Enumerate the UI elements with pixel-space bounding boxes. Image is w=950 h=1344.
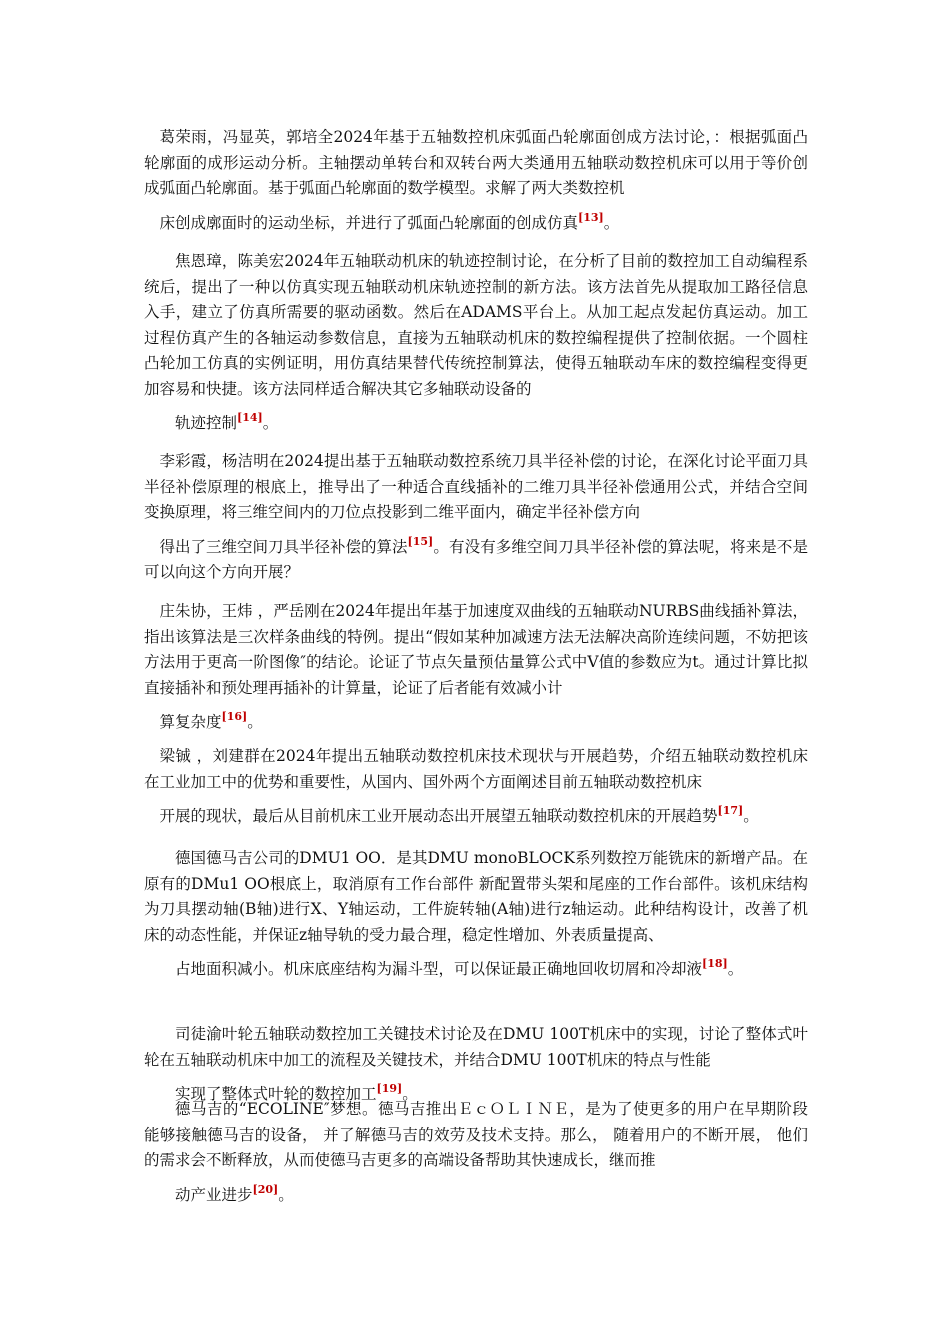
paragraph-ecoline — [144, 1097, 808, 1208]
citation-ref-19: [19] — [376, 1082, 403, 1095]
paragraph-last-line: 床创成廓面时的运动坐标，并进行了弧面凸轮廓面的创成仿真 — [159, 213, 579, 232]
paragraph-text: 司徒渝叶轮五轴联动数控加工关键技术讨论及在DMU 100T机床中的实现，讨论了整体式叶轮在五轴联动机床中加工的流程及关键技术，并结合DMU 100T机床的特点与性能 — [144, 1025, 808, 1069]
paragraph-tail: 。 — [262, 414, 279, 432]
paragraph-zhuang-zhuxie — [144, 599, 808, 736]
citation-ref-16: [16] — [221, 710, 248, 723]
paragraph-last-line: 实现了整体式叶轮的数控加工 — [175, 1085, 377, 1103]
paragraph-liang-cheng — [144, 744, 808, 830]
paragraph-last-line: 得出了三维空间刀具半径补偿的算法 — [159, 537, 408, 556]
citation-ref-15: [15] — [407, 534, 434, 548]
paragraph-li-caixia — [144, 449, 808, 586]
paragraph-tail: 。 — [278, 1185, 294, 1204]
paragraph-last-line: 轨迹控制 — [175, 414, 238, 432]
citation-ref-17: [17] — [717, 804, 744, 817]
paragraph-text: 葛荣雨，冯显英，郭培全2024年基于五轴数控机床弧面凸轮廓面创成方法讨论，：根据弧面凸轮廓面的成形运动分析。主轴摆动单转台和双转台两大类通用五轴联动数控机床可以用于等价创成弧面凸轮廓面。基于弧面凸轮廓面的数学模型。求解了两大类数控机 — [144, 128, 808, 197]
paragraph-tail: 。 — [402, 1085, 418, 1103]
paragraph-last-line: 占地面积减小。机床底座结构为漏斗型，可以保证最正确地回收切屑和冷却液 — [175, 960, 703, 978]
paragraph-text: 庄朱协，王炜 ，严岳刚在2024年提出年基于加速度双曲线的五轴联动NURBS曲线插补算法，指出该算法是三次样条曲线的特例。提出“假如某种加减速方法无法解决高阶连续问题，不妨把该方法用于更高一阶图像″的结论。论证了节点矢量预估量算公式中V值的参数应为t。通过计算比拟直接插补和预处理再插补的计算量，论证了后者能有效减小计 — [144, 602, 808, 697]
paragraph-text: 焦恩璋，陈美宏2024年五轴联动机床的轨迹控制讨论，在分析了目前的数控加工自动编程系统后，提出了一种以仿真实现五轴联动机床轨迹控制的新方法。该方法首先从提取加工路径信息入手，建立了仿真所需要的驱动函数。然后在ADAMS平台上。从加工起点发起仿真运动。加工过程仿真产生的各轴运动参数信息，直接为五轴联动机床的数控编程提供了控制依据。一个圆柱凸轮加工仿真的实例证明，用仿真结果替代传统控制算法，使得五轴联动车床的数控编程变得更加容易和快捷。该方法同样适合解决其它多轴联动设备的 — [144, 252, 808, 398]
paragraph-dmg-dmu100 — [144, 846, 808, 983]
paragraph-tail: 。 — [603, 213, 620, 232]
paragraph-tail: 。 — [743, 807, 759, 825]
paragraph-text: 李彩霞，杨洁明在2024提出基于五轴联动数控系统刀具半径补偿的讨论，在深化讨论平面刀具半径补偿原理的根底上，推导出了一种适合直线插补的二维刀具半径补偿通用公式，并结合空间变换原理，将三维空间内的刀位点投影到二维平面内，确定半径补偿方向 — [144, 452, 808, 521]
citation-ref-18: [18] — [702, 957, 728, 970]
paragraph-text: 德马吉的“ECOLINE″梦想。德马吉推出ＥｃＯＬＩＮＥ，是为了使更多的用户在早期阶段能够接触德马吉的设备， 并了解德马吉的效劳及技术支持。那么， 随着用户的不断开展， 他们的需求会不断释放，从而使德马吉更多的高端设备帮助其快速成长，继而推 — [144, 1100, 808, 1169]
paragraph-situ-yu — [144, 1022, 808, 1108]
paragraph-tail: 。 — [727, 960, 744, 978]
paragraph-last-line: 开展的现状，最后从目前机床工业开展动态出开展望五轴联动数控机床的开展趋势 — [159, 807, 718, 825]
citation-ref-13: [13] — [578, 210, 604, 224]
paragraph-tail: 。有没有多维空间刀具半径补偿的算法呢，将来是不是可以向这个方向开展？ — [144, 537, 808, 581]
citation-ref-14: [14] — [237, 411, 263, 424]
paragraph-text: 梁铖 ，刘建群在2024年提出五轴联动数控机床技术现状与开展趋势，介绍五轴联动数控机床在工业加工中的优势和重要性，从国内、国外两个方面阐述目前五轴联动数控机床 — [144, 747, 808, 791]
paragraph-last-line: 动产业进步 — [175, 1185, 253, 1204]
paragraph-ge-rongyu — [144, 125, 808, 236]
citation-ref-20: [20] — [252, 1182, 279, 1196]
paragraph-jiao-enzhang — [144, 249, 808, 437]
paragraph-last-line: 算复杂度 — [159, 713, 222, 731]
paragraph-tail: 。 — [247, 713, 263, 731]
paragraph-text: 德国德马吉公司的DMU1 OO．是其DMU monoBLOCK系列数控万能铣床的新增产品。在原有的DMu1 OO根底上，取消原有工作台部件 新配置带头架和尾座的工作台部件。该机床结构为刀具摆动轴(B轴)进行X、Y轴运动，工件旋转轴(A轴)进行z轴运动。此种结构设计，改善了机床的动态性能，并保证z轴导轨的受力最合理，稳定性增加、外表质量提高、 — [144, 849, 808, 944]
